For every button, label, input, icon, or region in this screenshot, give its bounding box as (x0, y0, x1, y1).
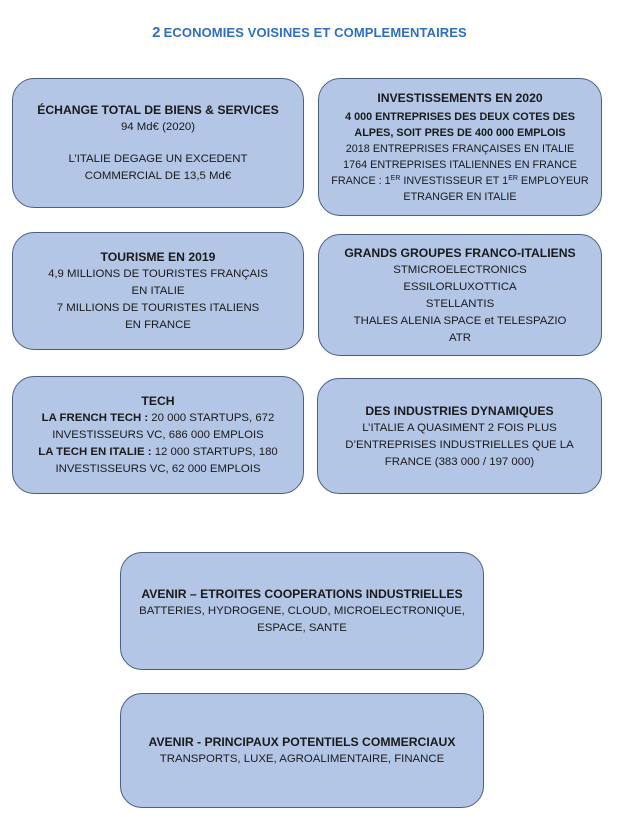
echange-box (12, 78, 304, 208)
groupes-box (318, 234, 602, 356)
echange-line-2: COMMERCIAL DE 13,5 Md€ (84, 170, 232, 182)
tech-italie-text-1: 12 000 STARTUPS, 180 (151, 445, 278, 458)
tourisme-line-2: EN ITALIE (131, 285, 185, 297)
tech-box (12, 376, 304, 494)
industries-line-3: FRANCE (383 000 / 197 000) (384, 455, 535, 468)
avenir-potentiels-box (120, 693, 484, 808)
investissements-sup-1: ER (390, 175, 401, 182)
groupes-item: ESSILORLUXOTTICA (403, 280, 517, 293)
avenir-cooperations-title: AVENIR – ETROITES COOPERATIONS INDUSTRIELLES (141, 587, 463, 601)
echange-title: ÉCHANGE TOTAL DE BIENS & SERVICES (37, 103, 279, 117)
section-title: ECONOMIES VOISINES ET COMPLEMENTAIRES (163, 25, 467, 40)
industries-line-2: D’ENTREPRISES INDUSTRIELLES QUE LA (345, 438, 574, 451)
investissements-sup-2: ER (508, 175, 518, 182)
investissements-line-5-a: FRANCE : 1 (331, 175, 391, 187)
echange-line-1: L’ITALIE DEGAGE UN EXCEDENT (68, 153, 248, 165)
tech-italie-label: LA TECH EN ITALIE : (38, 445, 152, 458)
investissements-line-5-b: INVESTISSEUR ET 1 (400, 175, 509, 187)
investissements-line-3: 2018 ENTREPRISES FRANÇAISES EN ITALIE (345, 143, 575, 155)
tourisme-title: TOURISME EN 2019 (100, 250, 216, 264)
investissements-line-5-c: EMPLOYEUR (517, 175, 589, 187)
avenir-cooperations-box (120, 552, 484, 670)
tourisme-line-1: 4,9 MILLIONS DE TOURISTES FRANÇAIS (48, 268, 268, 280)
tech-french-line-1 (42, 410, 275, 427)
tech-title: TECH (141, 393, 175, 408)
echange-value: 94 Md€ (2020) (120, 121, 196, 133)
groupes-title: GRANDS GROUPES FRANCO-ITALIENS (344, 245, 576, 260)
industries-line-1: L’ITALIE A QUASIMENT 2 FOIS PLUS (362, 421, 557, 434)
investissements-bold-line-2: ALPES, SOIT PRES DE 400 000 EMPLOIS (354, 127, 566, 139)
investissements-box (318, 78, 602, 216)
avenir-potentiels-line-1: TRANSPORTS, LUXE, AGROALIMENTAIRE, FINANCE (159, 753, 445, 765)
avenir-cooperations-line-2: ESPACE, SANTE (257, 622, 347, 634)
investissements-bold-line-1: 4 000 ENTREPRISES DES DEUX COTES DES (345, 111, 575, 123)
avenir-cooperations-line-1: BATTERIES, HYDROGENE, CLOUD, MICROELECTRONIQUE, (139, 605, 465, 617)
tourisme-box (12, 232, 304, 350)
section-number: 2 (152, 24, 161, 41)
tech-italie-line-2: INVESTISSEURS VC, 62 000 EMPLOIS (55, 462, 261, 475)
tech-italie-line-1 (38, 444, 278, 461)
avenir-potentiels-title: AVENIR - PRINCIPAUX POTENTIELS COMMERCIAUX (148, 735, 456, 749)
tourisme-line-4: EN FRANCE (125, 319, 191, 331)
groupes-item: ATR (449, 331, 471, 344)
investissements-line-6: ETRANGER EN ITALIE (403, 191, 517, 203)
tech-french-line-2: INVESTISSEURS VC, 686 000 EMPLOIS (52, 428, 264, 441)
investissements-line-5 (331, 173, 588, 189)
tech-french-text-1: 20 000 STARTUPS, 672 (148, 411, 275, 424)
investissements-title: INVESTISSEMENTS EN 2020 (377, 91, 543, 105)
groupes-item: STELLANTIS (425, 297, 495, 310)
page-title (0, 24, 619, 41)
groupes-item: THALES ALENIA SPACE et TELESPAZIO (353, 314, 567, 327)
industries-box (317, 378, 602, 494)
groupes-item: STMICROELECTRONICS (393, 263, 527, 276)
tech-french-label: LA FRENCH TECH : (41, 411, 149, 424)
investissements-line-4: 1764 ENTREPRISES ITALIENNES EN FRANCE (343, 159, 577, 171)
tourisme-line-3: 7 MILLIONS DE TOURISTES ITALIENS (56, 302, 260, 314)
industries-title: DES INDUSTRIES DYNAMIQUES (365, 403, 554, 418)
